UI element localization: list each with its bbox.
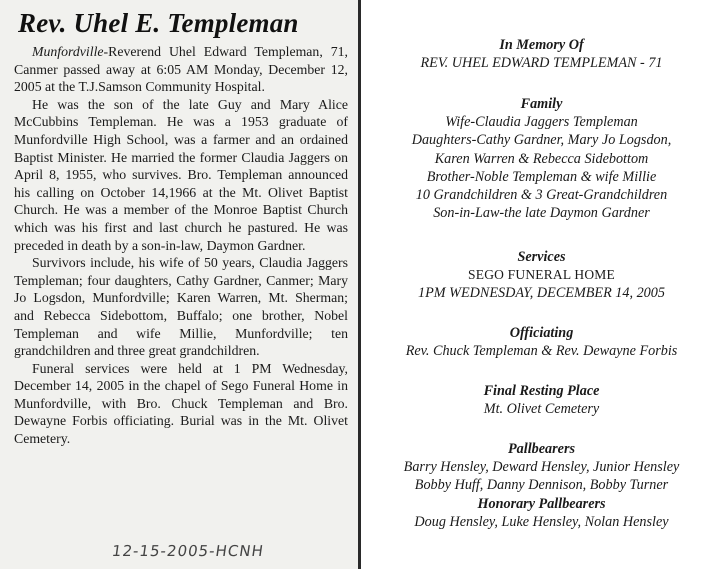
memorial-column [361, 0, 722, 569]
family-line: Wife-Claudia Jaggers Templeman [445, 114, 638, 131]
pallbearers-section [361, 440, 722, 531]
services-section [361, 248, 722, 303]
obituary-paragraph-1-text: -Reverend Uhel Edward Templeman, 71, Canmer passed away at 6:05 AM Monday, December 12, 2005 at the T.J.Samson Community Hospital. [14, 44, 348, 95]
obituary-paragraph-2: He was the son of the late Guy and Mary Alice McCubbins Templeman. He was a 1953 graduate of Munfordville High School, was a farmer and an ordained Baptist Minister. He married the former Claudia Jaggers on April 8, 1955, who survives. Bro. Templeman announced his calling on October 14,1966 at the Mt. Olivet Baptist Church. He was a member of the Monroe Baptist Church which was his first and last church he pastured. He was preceded in death by a son-in-law, Daymon Gardner. [14, 96, 348, 253]
pallbearers-line: Barry Hensley, Deward Hensley, Junior Hensley [403, 459, 680, 476]
officiating-line: Rev. Chuck Templeman & Rev. Dewayne Forbis [405, 343, 678, 360]
family-section [361, 95, 722, 222]
family-line: Brother-Noble Templeman & wife Millie [426, 168, 657, 185]
services-time: 1PM WEDNESDAY, DECEMBER 14, 2005 [418, 285, 665, 302]
memorial-title: In Memory Of [499, 37, 584, 53]
services-location: SEGO FUNERAL HOME [468, 267, 615, 283]
handwritten-date-note: 12-15-2005-HCNH [110, 542, 266, 560]
memorial-name: REV. UHEL EDWARD TEMPLEMAN - 71 [420, 55, 663, 72]
honorary-pallbearers-line: Doug Hensley, Luke Hensley, Nolan Hensley [414, 513, 669, 530]
pallbearers-heading: Pallbearers [508, 441, 575, 457]
officiating-section [361, 324, 722, 360]
obituary-heading: Rev. Uhel E. Templeman [18, 8, 299, 38]
obituary-body [14, 43, 348, 448]
obituary-paragraph-1 [14, 43, 348, 96]
family-heading: Family [520, 96, 563, 112]
family-line: Daughters-Cathy Gardner, Mary Jo Logsdon, [411, 132, 672, 149]
honorary-pallbearers-heading: Honorary Pallbearers [477, 495, 606, 512]
resting-place-section [361, 382, 722, 418]
family-line: 10 Grandchildren & 3 Great-Grandchildren [415, 187, 668, 204]
resting-place-line: Mt. Olivet Cemetery [483, 401, 600, 418]
obituary-place: Munfordville [32, 44, 104, 59]
memorial-intro [361, 36, 722, 72]
family-line: Karen Warren & Rebecca Sidebottom [434, 150, 649, 167]
pallbearers-line: Bobby Huff, Danny Dennison, Bobby Turner [414, 477, 669, 494]
officiating-heading: Officiating [509, 325, 574, 341]
resting-place-heading: Final Resting Place [483, 383, 600, 399]
family-line: Son-in-Law-the late Daymon Gardner [433, 205, 650, 222]
obituary-paragraph-3: Survivors include, his wife of 50 years, Claudia Jaggers Templeman; four daughters, Cathy Gardner, Canmer; Mary Jo Logsdon, Munfordville; Karen Warren, Mt. Sherman; and Rebecca Sidebottom, Buffalo; one brother, Nobel Templeman and wife Millie, Munfordville; ten grandchildren and three great grandchildren. [14, 255, 348, 359]
services-heading: Services [517, 249, 566, 265]
obituary-paragraph-4: Funeral services were held at 1 PM Wednesday, December 14, 2005 in the chapel of Sego Funeral Home in Munfordville, with Bro. Chuck Templeman and Bro. Dewayne Forbis officiating. Burial was in the Mt. Olivet Cemetery. [14, 360, 348, 447]
obituary-column [0, 0, 358, 569]
